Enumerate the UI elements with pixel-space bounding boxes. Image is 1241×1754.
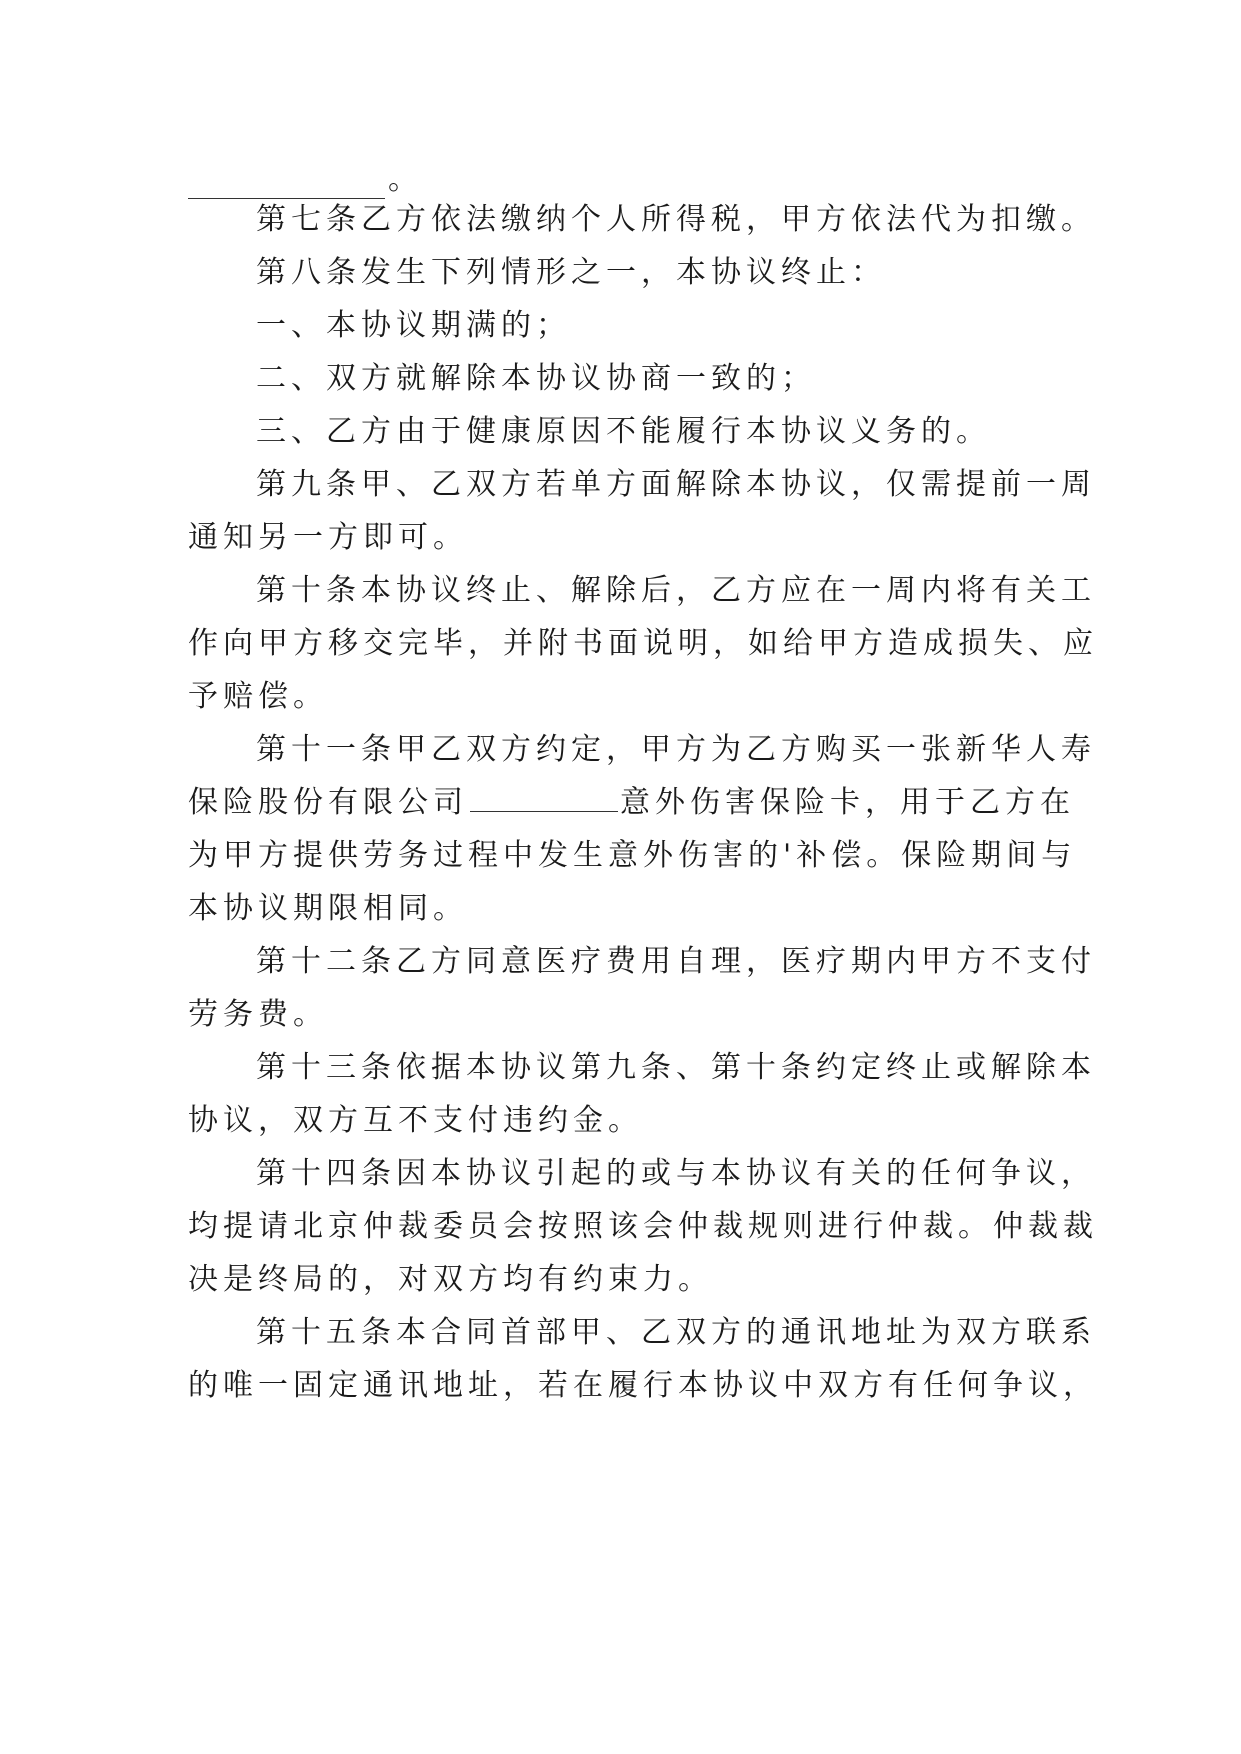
article-11-line-3: 为甲方提供劳务过程中发生意外伤害的'补偿。保险期间与 [188,838,1077,873]
article-12-line-2: 劳务费。 [188,997,328,1032]
article-14-line-2: 均提请北京仲裁委员会按照该会仲裁规则进行仲裁。仲裁裁 [188,1209,1098,1244]
article-13-line-2: 协议，双方互不支付违约金。 [188,1103,643,1138]
article-14-line-1: 第十四条因本协议引起的或与本协议有关的任何争议， [256,1156,1096,1191]
article-9-line-1: 第九条甲、乙双方若单方面解除本协议，仅需提前一周 [256,467,1096,502]
article-7: 第七条乙方依法缴纳个人所得税，甲方依法代为扣缴。 [256,202,1096,237]
insurance-card-text: 意外伤害保险卡，用于乙方在 [620,785,1075,820]
article-11-line-1: 第十一条甲乙双方约定，甲方为乙方购买一张新华人寿 [256,732,1096,767]
article-10-line-2: 作向甲方移交完毕，并附书面说明，如给甲方造成损失、应 [188,626,1098,661]
article-8-item-3: 三、乙方由于健康原因不能履行本协议义务的。 [256,414,991,449]
article-15-line-2: 的唯一固定通讯地址，若在履行本协议中双方有任何争议， [188,1368,1098,1403]
blank-suffix: 。 [388,162,423,197]
article-11-line-2 [188,783,1075,823]
insurer-name: 保险股份有限公司 [188,785,468,820]
article-8-item-2: 二、双方就解除本协议协商一致的； [256,361,816,396]
article-10-line-1: 第十条本协议终止、解除后，乙方应在一周内将有关工 [256,573,1096,608]
article-8: 第八条发生下列情形之一，本协议终止： [256,255,886,290]
article-15-line-1: 第十五条本合同首部甲、乙双方的通讯地址为双方联系 [256,1315,1096,1350]
article-13-line-1: 第十三条依据本协议第九条、第十条约定终止或解除本 [256,1050,1096,1085]
article-9-line-2: 通知另一方即可。 [188,520,468,555]
blank-underline [470,785,618,812]
article-12-line-1: 第十二条乙方同意医疗费用自理，医疗期内甲方不支付 [256,944,1096,979]
article-8-item-1: 一、本协议期满的； [256,308,571,343]
blank-underline [188,198,385,199]
article-11-line-4: 本协议期限相同。 [188,891,468,926]
article-14-line-3: 决是终局的，对双方均有约束力。 [188,1262,713,1297]
article-10-line-3: 予赔偿。 [188,679,328,714]
